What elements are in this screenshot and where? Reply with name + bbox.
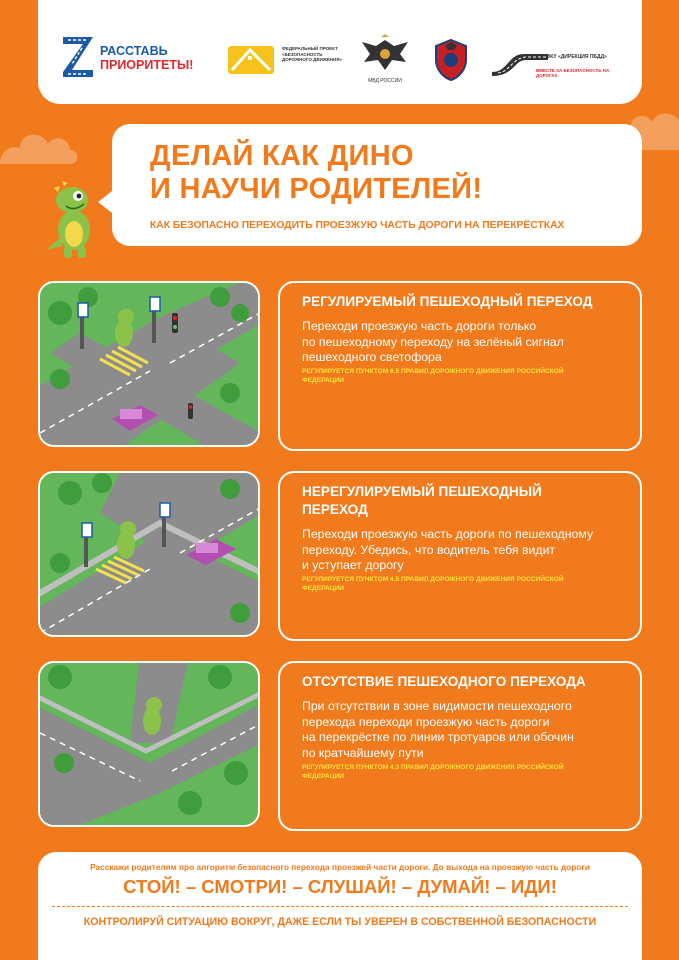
info-regulated-crossing (278, 281, 642, 451)
section-rule-reference (302, 763, 632, 781)
mvd-text: МВД РОССИИ (368, 78, 402, 84)
directorate-name: ФКУ «ДИРЕКЦИЯ ПБДД» (546, 54, 607, 60)
section-heading-line: НЕРЕГУЛИРУЕМЫЙ ПЕШЕХОДНЫЙ (302, 484, 542, 499)
rasstav-prioritety-logo (60, 34, 210, 82)
scene-regulated-crossing (38, 281, 260, 447)
section-rule-reference (302, 575, 632, 593)
title-card (112, 124, 642, 246)
title-line-1: ДЕЛАЙ КАК ДИНО (150, 140, 414, 172)
title-line-2: И НАУЧИ РОДИТЕЛЕЙ! (150, 173, 483, 205)
section-text (302, 527, 632, 574)
shield-emblem-icon (434, 38, 468, 82)
page-title (150, 140, 482, 206)
gibdd-emblem (434, 38, 468, 82)
section-heading-line: РЕГУЛИРУЕМЫЙ ПЕШЕХОДНЫЙ ПЕРЕХОД (302, 294, 593, 309)
section-text-line: При отсутствии в зоне видимости пешеходного (302, 699, 572, 713)
section-text-line: переходу. Убедись, что водитель тебя видит (302, 542, 556, 557)
info-unregulated-crossing (278, 471, 642, 641)
logo-line-1: РАССТАВЬ (100, 44, 168, 58)
federal-project-text: ФЕДЕРАЛЬНЫЙ ПРОЕКТ «БЕЗОПАСНОСТЬ ДОРОЖНОГО ДВИЖЕНИЯ» (282, 46, 343, 62)
unregulated-crossing-illustration (40, 473, 260, 637)
info-no-crossing (278, 661, 642, 831)
footer-divider (52, 906, 628, 907)
regulated-crossing-illustration (40, 283, 260, 447)
logo-bar (38, 0, 642, 104)
section-heading (302, 673, 622, 691)
rule-line: РЕГУЛИРУЕТСЯ ПУНКТОМ 4.5 ПРАВИЛ ДОРОЖНОГО ДВИЖЕНИЯ РОССИЙСКОЙ (302, 576, 564, 583)
section-text-line: и уступает дорогу (302, 558, 404, 572)
footer-intro: Расскажи родителям про алгоритм безопасного перехода проезжей части дороги. До выхода на проезжую часть дороги (90, 862, 590, 872)
footer-motto: СТОЙ! – СМОТРИ! – СЛУШАЙ! – ДУМАЙ! – ИДИ! (123, 876, 557, 897)
section-heading-line: ПЕРЕХОД (302, 502, 368, 517)
rule-line: РЕГУЛИРУЕТСЯ ПУНКТОМ 4.3 ПРАВИЛ ДОРОЖНОГО ДВИЖЕНИЯ РОССИЙСКОЙ (302, 764, 564, 771)
section-text (302, 319, 632, 366)
section-rule-reference (302, 367, 632, 385)
section-heading-line: ОТСУТСТВИЕ ПЕШЕХОДНОГО ПЕРЕХОДА (302, 674, 586, 689)
scene-no-crossing (38, 661, 260, 827)
federal-project-logo (226, 42, 350, 78)
section-text-line: по пешеходному переходу на зелёный сигнал (302, 334, 564, 349)
section-text (302, 699, 632, 761)
section-text-line: по кратчайшему пути (302, 745, 424, 760)
section-text-line: Переходи проезжую часть дороги только (302, 319, 537, 333)
section-heading (302, 293, 622, 311)
cloud-icon (0, 124, 84, 168)
double-eagle-emblem-icon (356, 34, 414, 76)
road-safety-project-icon (226, 42, 278, 78)
directorate-logo (490, 40, 630, 80)
rule-line: ФЕДЕРАЦИИ (302, 773, 344, 780)
rule-line: ФЕДЕРАЦИИ (302, 585, 344, 592)
directorate-slogan: ВМЕСТЕ ЗА БЕЗОПАСНОСТЬ НА ДОРОГАХ (536, 68, 610, 78)
scene-unregulated-crossing (38, 471, 260, 637)
footer-closing: КОНТРОЛИРУЙ СИТУАЦИЮ ВОКРУГ, ДАЖЕ ЕСЛИ ТЫ УВЕРЕН В СОБСТВЕННОЙ БЕЗОПАСНОСТИ (83, 916, 597, 928)
rule-line: ФЕДЕРАЦИИ (302, 377, 344, 384)
section-heading (302, 483, 622, 519)
logo-line-2: ПРИОРИТЕТЫ! (100, 58, 194, 72)
section-text-line: перехода переходи проезжую часть дороги (302, 714, 550, 729)
section-text-line: Переходи проезжую часть дороги по пешеходному (302, 527, 594, 541)
rule-line: РЕГУЛИРУЕТСЯ ПУНКТОМ 6.5 ПРАВИЛ ДОРОЖНОГО ДВИЖЕНИЯ РОССИЙСКОЙ (302, 368, 564, 375)
section-text-line: на перекрёстке по линии тротуаров или обочин (302, 730, 574, 744)
footer-card (38, 852, 642, 960)
no-crossing-illustration (40, 663, 260, 827)
mvd-logo (356, 34, 414, 86)
section-text-line: пешеходного светофора (302, 350, 442, 364)
page-subtitle: КАК БЕЗОПАСНО ПЕРЕХОДИТЬ ПРОЕЗЖУЮ ЧАСТЬ ДОРОГИ НА ПЕРЕКРЁСТКАХ (150, 220, 565, 231)
z-road-icon (60, 34, 96, 80)
